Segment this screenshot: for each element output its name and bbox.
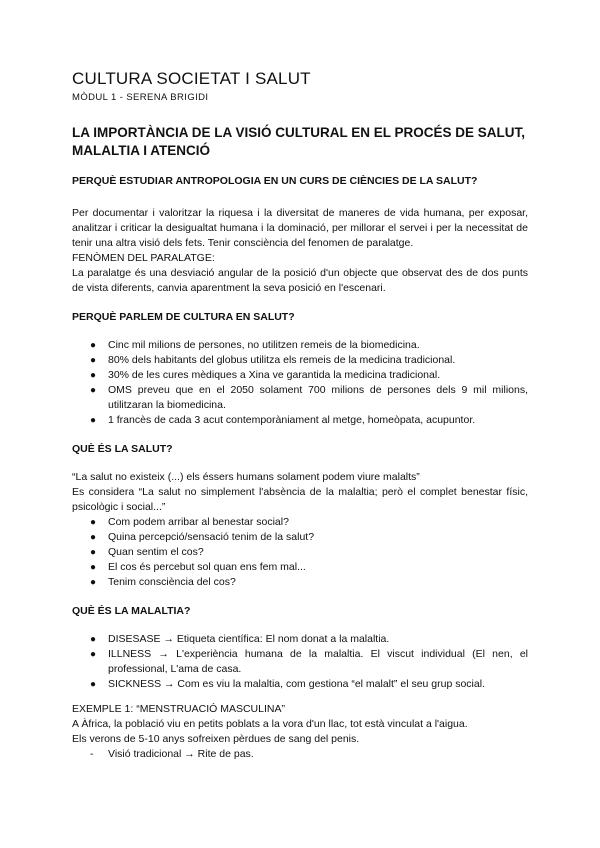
health-question-list — [72, 515, 528, 590]
list-item: ● SICKNESS → Com es viu la malaltia, com gestiona “el malalt” el seu grup social. — [90, 678, 485, 690]
bullet-icon: ● — [90, 370, 97, 381]
section-heading-culture: PERQUÈ PARLEM DE CULTURA EN SALUT? — [72, 311, 295, 323]
section-heading-anthropology: PERQUÈ ESTUDIAR ANTROPOLOGIA EN UN CURS DE CIÈNCIES DE LA SALUT? — [72, 175, 478, 187]
list-item: ● 30% de les cures mèdiques a Xina ve garantida la medicina tradicional. — [90, 369, 441, 381]
list-item: ● Tenim consciència del cos? — [90, 576, 236, 588]
bullet-icon: ● — [90, 517, 97, 528]
bullet-icon: ● — [90, 355, 97, 366]
dash-marker: - — [90, 748, 94, 760]
bullet-icon: ● — [90, 634, 97, 645]
health-quote: “La salut no existeix (...) els éssers humans solament podem viure malalts” — [72, 471, 420, 483]
list-item: ● OMS preveu que en el 2050 solament 700 milions de persones dels 9 mil milions, utilitzaran la biomedicina. — [90, 384, 528, 411]
bullet-icon: ● — [90, 577, 97, 588]
list-item: - Visió tradicional → Rite de pas. — [90, 748, 254, 760]
section-heading-health: QUÈ ÉS LA SALUT? — [72, 443, 173, 455]
example-label: EXEMPLE 1: “MENSTRUACIÓ MASCULINA” — [72, 703, 285, 715]
document-subtitle: MÒDUL 1 - SERENA BRIGIDI — [72, 92, 209, 103]
health-definition: Es considera “La salut no simplement l'absència de la malaltia; però el complet benestar físic, psicològic i social...” — [72, 486, 528, 513]
list-item: ● Com podem arribar al benestar social? — [90, 516, 289, 528]
parallax-label: FENÒMEN DEL PARALATGE: — [72, 252, 215, 264]
list-item: ● El cos és percebut sol quan ens fem mal... — [90, 561, 306, 573]
list-item: ● Cinc mil milions de persones, no utilitzen remeis de la biomedicina. — [90, 339, 420, 351]
bullet-icon: ● — [90, 547, 97, 558]
bullet-icon: ● — [90, 532, 97, 543]
bullet-icon: ● — [90, 415, 97, 426]
list-item: ● Quan sentim el cos? — [90, 546, 204, 558]
list-item: ● DISESASE → Etiqueta científica: El nom donat a la malaltia. — [90, 633, 390, 645]
illness-bullet-list — [72, 632, 528, 692]
bullet-icon: ● — [90, 340, 97, 351]
culture-bullet-list — [72, 338, 528, 428]
list-item: ● ILLNESS → L'experiència humana de la malaltia. El viscut individual (El nen, el professional, L'ama de casa. — [90, 648, 528, 675]
document-page — [72, 68, 528, 762]
bullet-icon: ● — [90, 649, 97, 660]
list-item: ● Quina percepció/sensació tenim de la salut? — [90, 531, 315, 543]
bullet-icon: ● — [90, 385, 97, 396]
example-line-1: A Àfrica, la població viu en petits poblats a la vora d'un llac, tot està vinculat a l'aigua. — [72, 718, 468, 730]
example-line-2: Els verons de 5-10 anys sofreixen pèrdues de sang del penis. — [72, 733, 360, 745]
anthropology-paragraph: Per documentar i valoritzar la riquesa i la diversitat de maneres de vida humana, per exposar, analitzar i criticar la desigualtat humana i la dominació, per millorar el servei i per la necessitat de tenir una altra visió dels fets. Tenir consciència del fenomen de paralatge. — [72, 207, 528, 249]
list-item: ● 80% dels habitants del globus utilitza els remeis de la medicina tradicional. — [90, 354, 456, 366]
parallax-definition: La paralatge és una desviació angular de la posició d'un objecte que observat des de dos punts de vista diferents, canvia aparentment la seva posició en l'escenari. — [72, 267, 528, 294]
bullet-icon: ● — [90, 562, 97, 573]
section-heading-illness: QUÈ ÉS LA MALALTIA? — [72, 605, 191, 617]
document-title: CULTURA SOCIETAT I SALUT — [72, 69, 311, 88]
bullet-icon: ● — [90, 679, 97, 690]
example-dash-list — [72, 747, 528, 762]
main-heading: LA IMPORTÀNCIA DE LA VISIÓ CULTURAL EN EL PROCÉS DE SALUT, MALALTIA I ATENCIÓ — [72, 125, 526, 158]
list-item: ● 1 francès de cada 3 acut contemporàniament al metge, homeòpata, acupuntor. — [90, 414, 476, 426]
